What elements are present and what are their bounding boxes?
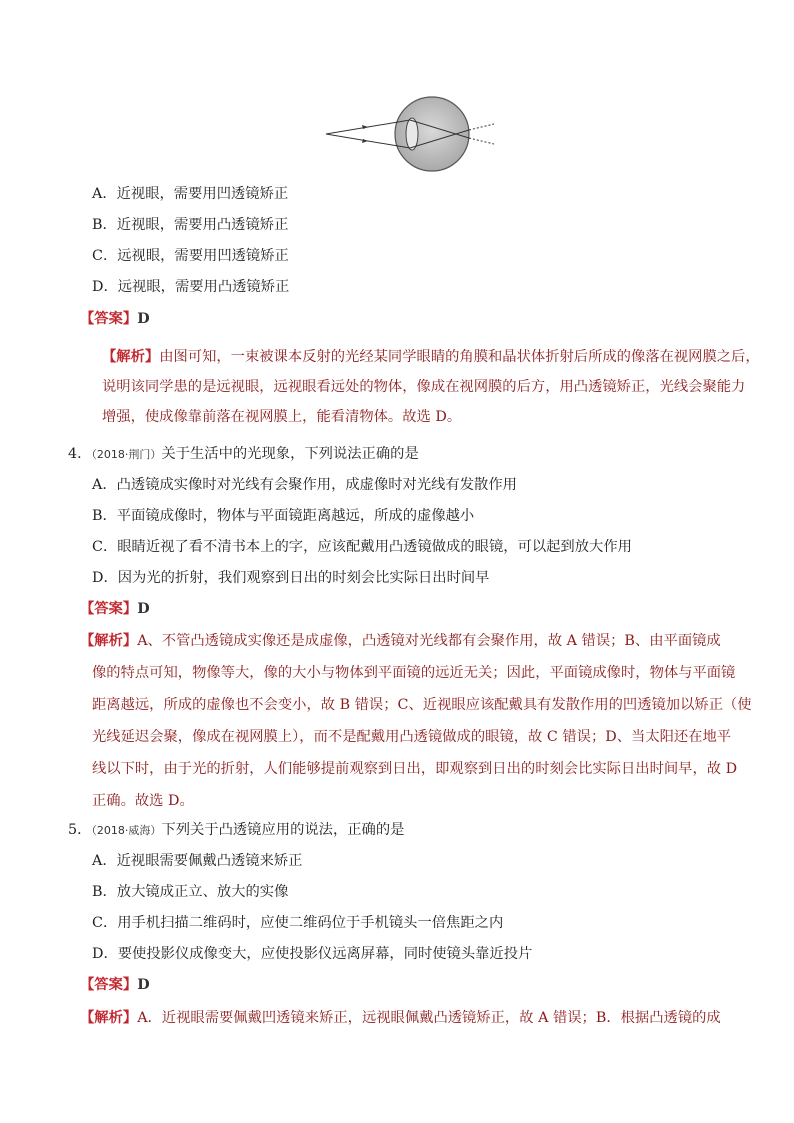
answer-value: D xyxy=(137,601,150,617)
answer-label: 【答案】 xyxy=(80,601,138,617)
q3-option-b: B．近视眼，需要用凸透镜矫正 xyxy=(92,217,289,233)
q5-option-d: D．要使投影仪成像变大，应使投影仪远离屏幕，同时使镜头靠近投片 xyxy=(92,946,533,962)
q3-option-a: A．近视眼，需要用凹透镜矫正 xyxy=(92,186,289,202)
q4-analysis-line-4: 光线延迟会聚，像成在视网膜上），而不是配戴用凸透镜做成的眼镜，故 C 错误；D、当太阳还在地平 xyxy=(92,729,732,745)
answer-label: 【答案】 xyxy=(80,977,138,993)
analysis-label: 【解析】 xyxy=(80,633,138,649)
q4-option-a: A．凸透镜成实像时对光线有会聚作用，成虚像时对光线有发散作用 xyxy=(92,477,517,493)
q4-analysis-line-2: 像的特点可知，物像等大，像的大小与物体到平面镜的远近无关；因此，平面镜成像时，物体与平面镜 xyxy=(92,665,736,681)
q5-option-b: B．放大镜成正立、放大的实像 xyxy=(92,884,289,900)
q5-answer xyxy=(80,975,150,995)
q4-analysis-line-6: 正确。故选 D。 xyxy=(92,793,194,809)
eye-lens xyxy=(406,118,418,150)
answer-value: D xyxy=(137,977,150,993)
question-text: 关于生活中的光现象，下列说法正确的是 xyxy=(161,446,419,462)
q3-option-c: C．远视眼，需要用凹透镜矫正 xyxy=(92,248,289,264)
analysis-label: 【解析】 xyxy=(80,1010,138,1026)
analysis-text: 由图可知，一束被课本反射的光经某同学眼睛的角膜和晶状体折射后所成的像落在视网膜之后， xyxy=(159,349,760,365)
q3-analysis-line-2: 说明该同学患的是远视眼，远视眼看远处的物体，像成在视网膜的后方，用凸透镜矫正，光线会聚能力 xyxy=(102,379,746,395)
analysis-label: 【解析】 xyxy=(102,349,160,365)
q5-stem xyxy=(68,820,404,841)
q4-option-c: C．眼睛近视了看不清书本上的字，应该配戴用凸透镜做成的眼镜，可以起到放大作用 xyxy=(92,539,632,555)
q5-option-c: C．用手机扫描二维码时，应使二维码位于手机镜头一倍焦距之内 xyxy=(92,915,504,931)
q5-analysis-line-1 xyxy=(80,1008,721,1028)
q4-option-d: D．因为光的折射，我们观察到日出的时刻会比实际日出时间早 xyxy=(92,570,490,586)
question-number: 5． xyxy=(68,822,92,838)
q4-analysis-line-1 xyxy=(80,631,721,651)
q4-stem xyxy=(68,444,419,465)
eye-ray-diagram xyxy=(322,92,496,176)
question-source: （2018·威海） xyxy=(91,824,162,837)
q3-analysis-line-3: 增强，使成像靠前落在视网膜上，能看清物体。故选 D。 xyxy=(102,409,462,425)
analysis-text: A、不管凸透镜成实像还是成虚像，凸透镜对光线都有会聚作用，故 A 错误；B、由平面镜成 xyxy=(137,633,721,649)
analysis-text: A．近视眼需要佩戴凹透镜来矫正，远视眼佩戴凸透镜矫正，故 A 错误；B．根据凸透镜的成 xyxy=(137,1010,721,1026)
answer-label: 【答案】 xyxy=(80,311,138,327)
q3-analysis-line-1 xyxy=(102,347,760,367)
q4-analysis-line-3: 距离越远，所成的虚像也不会变小，故 B 错误；C、近视眼应该配戴具有发散作用的凹透镜加以矫正（使 xyxy=(92,697,752,713)
q3-answer xyxy=(80,309,150,329)
question-number: 4． xyxy=(68,446,92,462)
q4-analysis-line-5: 线以下时，由于光的折射，人们能够提前观察到日出，即观察到日出的时刻会比实际日出时间早，故 D xyxy=(92,761,738,777)
q4-option-b: B．平面镜成像时，物体与平面镜距离越远，所成的虚像越小 xyxy=(92,508,475,524)
question-source: （2018·荆门） xyxy=(91,448,162,461)
q3-option-d: D．远视眼，需要用凸透镜矫正 xyxy=(92,279,290,295)
question-text: 下列关于凸透镜应用的说法，正确的是 xyxy=(161,822,405,838)
answer-value: D xyxy=(137,311,150,327)
q4-answer xyxy=(80,599,150,619)
q5-option-a: A．近视眼需要佩戴凸透镜来矫正 xyxy=(92,853,303,869)
